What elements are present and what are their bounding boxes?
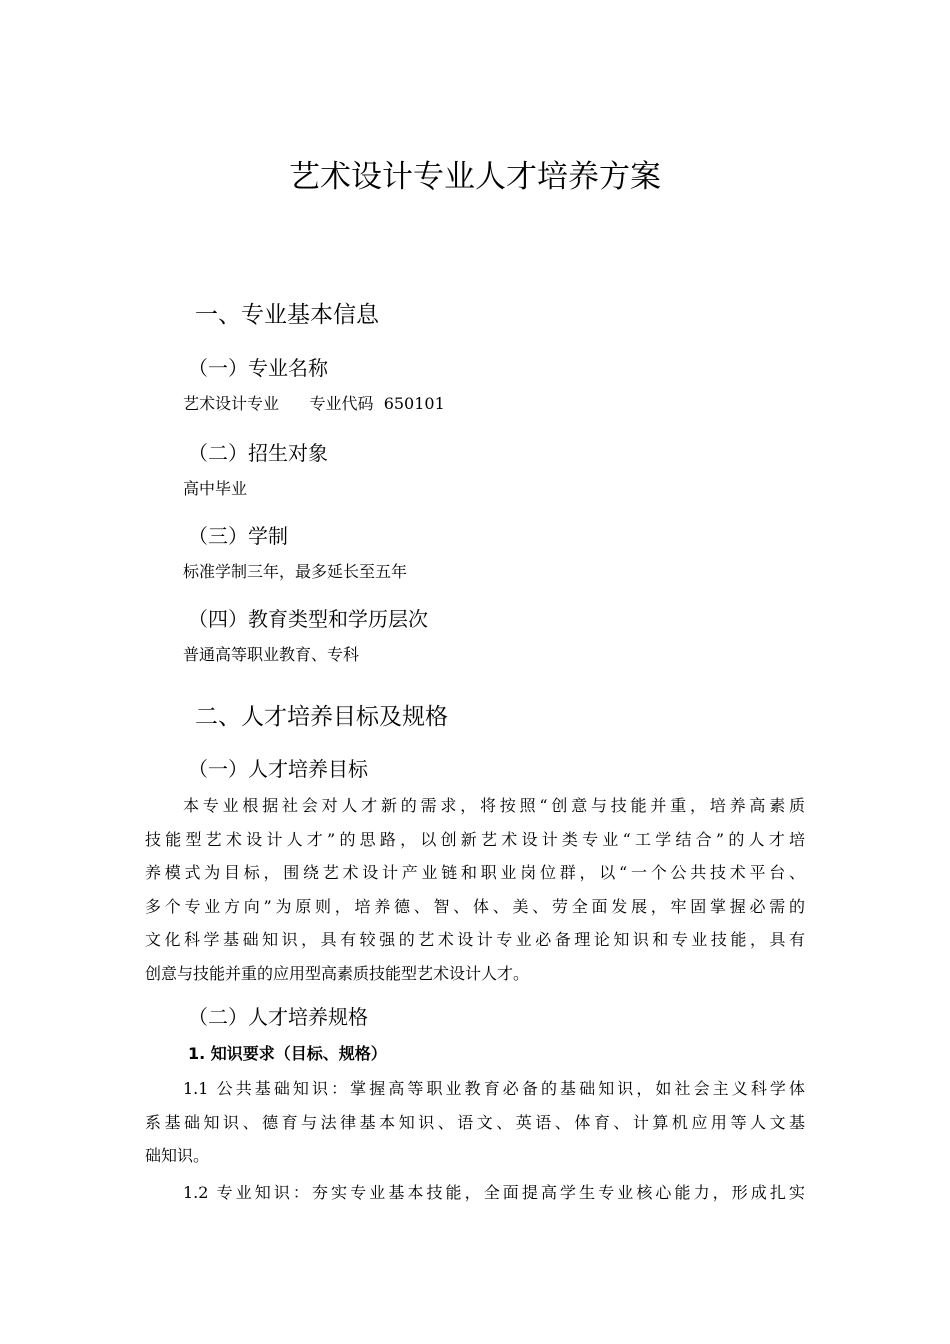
enrollment-text: 高中毕业 (183, 479, 248, 498)
professional-knowledge-paragraph (145, 1176, 805, 1210)
section-heading-basic-info: 一、专业基本信息 (195, 302, 379, 328)
subheading-major-name: （一）专业名称 (188, 356, 328, 380)
major-name-text: 艺术设计专业 专业代码 650101 (183, 394, 445, 413)
subheading-training-specs: （二）人才培养规格 (188, 1005, 368, 1029)
paragraph-line: 文化科学基础知识，具有较强的艺术设计专业必备理论知识和专业技能，具有 (145, 930, 805, 950)
paragraph-line: 技能型艺术设计人才”的思路，以创新艺术设计类专业“工学结合”的人才培 (145, 829, 805, 849)
education-type-text: 普通高等职业教育、专科 (183, 645, 360, 664)
paragraph-line: 1.1 公共基础知识：掌握高等职业教育必备的基础知识，如社会主义科学体 (183, 1079, 805, 1098)
paragraph-line: 多个专业方向”为原则，培养德、智、体、美、劳全面发展，牢固掌握必需的 (145, 896, 805, 916)
subheading-education-type: （四）教育类型和学历层次 (188, 607, 428, 631)
public-knowledge-paragraph (145, 1072, 805, 1173)
subheading-enrollment: （二）招生对象 (188, 441, 328, 465)
paragraph-line: 养模式为目标，围绕艺术设计产业链和职业岗位群，以“一个公共技术平台、 (145, 863, 805, 883)
paragraph-line: 本专业根据社会对人才新的需求，将按照“创意与技能并重，培养高素质 (183, 796, 805, 815)
duration-text: 标准学制三年，最多延长至五年 (183, 562, 408, 581)
document-title: 艺术设计专业人才培养方案 (289, 159, 661, 195)
training-objective-paragraph (145, 789, 805, 991)
subheading-duration: （三）学制 (188, 524, 288, 548)
paragraph-line: 1.2 专业知识：夯实专业基本技能，全面提高学生专业核心能力，形成扎实 (183, 1183, 805, 1202)
paragraph-line: 系基础知识、德育与法律基本知识、语文、英语、体育、计算机应用等人文基 (145, 1112, 805, 1132)
subheading-training-objective: （一）人才培养目标 (188, 757, 368, 781)
paragraph-line: 础知识。 (145, 1146, 210, 1166)
section-heading-training-goals: 二、人才培养目标及规格 (195, 704, 448, 730)
paragraph-line: 创意与技能并重的应用型高素质技能型艺术设计人才。 (145, 963, 530, 983)
item-heading-knowledge-requirements: 1. 知识要求（目标、规格） (188, 1044, 387, 1063)
